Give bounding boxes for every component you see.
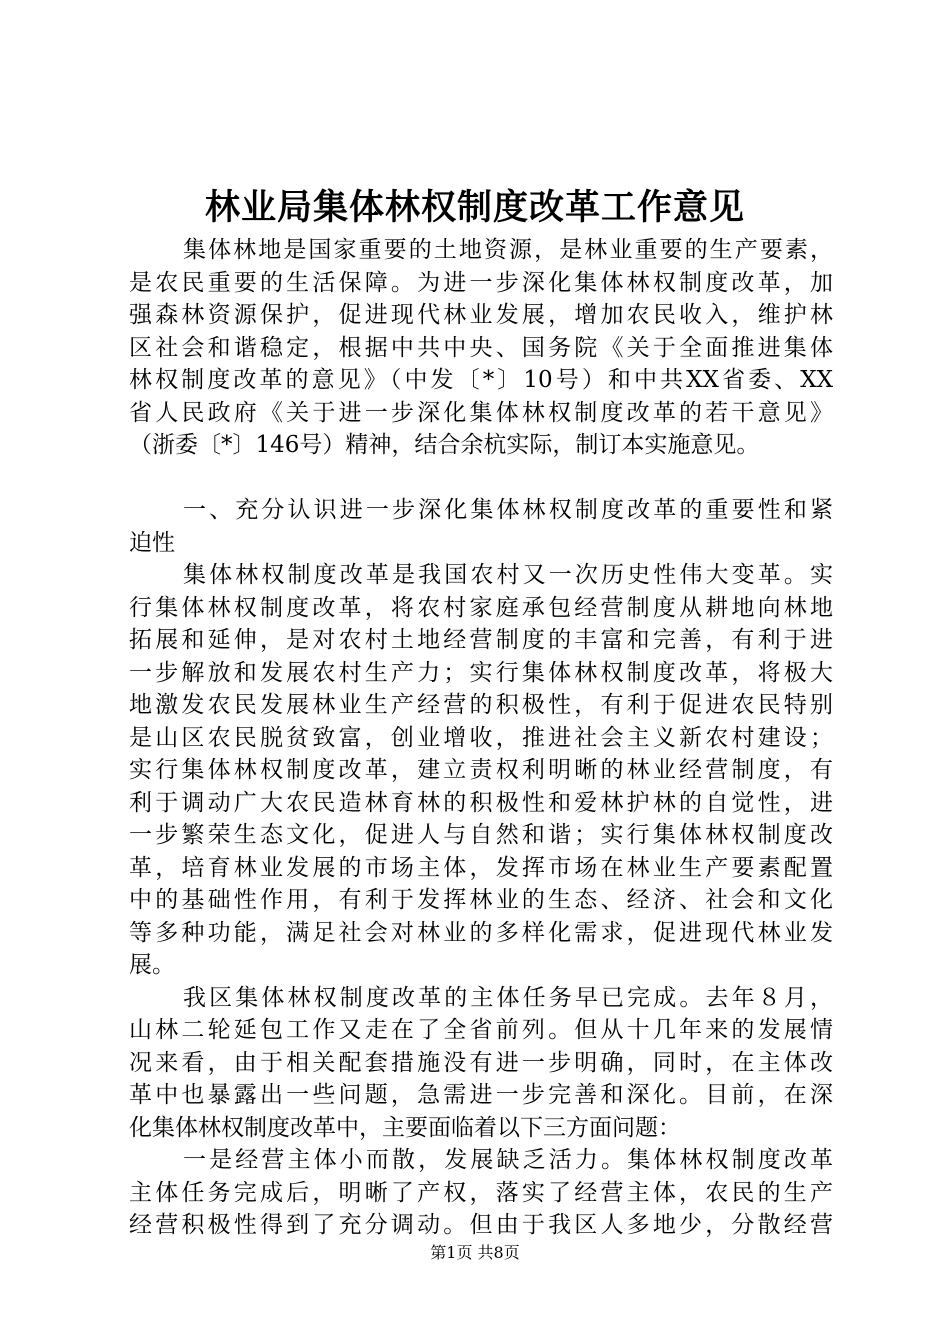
text-line: 我区集体林权制度改革的主体任务早已完成。去年８月， [183,984,833,1011]
text-line: 拓展和延伸，是对农村土地经营制度的丰富和完善，有利于进 [129,627,833,653]
blank-line [129,462,833,495]
text-line: 集体林地是国家重要的土地资源，是林业重要的生产要素， [183,237,833,263]
text-line: 迫性 [129,529,175,556]
text-line: 化集体林权制度改革中，主要面临着以下三方面问题： [129,1114,681,1141]
text-line: 经营积极性得到了充分调动。但由于我区人多地少，分散经营 [129,1212,833,1238]
text-line: 利于调动广大农民造林育林的积极性和爱林护林的自觉性，进 [129,789,833,816]
text-line: 区社会和谐稳定，根据中共中央、国务院《关于全面推进集体 [129,334,833,361]
text-line: 一步解放和发展农村生产力；实行集体林权制度改革，将极大 [129,659,833,686]
text-line: 地激发农民发展林业生产经营的积极性，有利于促进农民特别 [129,692,833,718]
text-line: 等多种功能，满足社会对林业的多样化需求，促进现代林业发 [129,919,833,946]
text-line: 强森林资源保护，促进现代林业发展，增加农民收入，维护林 [129,302,833,328]
text-line: 一是经营主体小而散，发展缺乏活力。集体林权制度改革 [183,1147,833,1173]
text-line: 中的基础性作用，有利于发挥林业的生态、经济、社会和文化 [129,887,833,913]
text-line: 主体任务完成后，明晰了产权，落实了经营主体，农民的生产 [129,1179,833,1206]
text-line: （浙委〔*〕146号）精神，结合余杭实际，制订本实施意见。 [129,432,760,458]
text-line: 是山区农民脱贫致富，创业增收，推进社会主义新农村建设； [129,724,833,751]
text-line: 行集体林权制度改革，将农村家庭承包经营制度从耕地向林地 [129,594,833,621]
text-line: 一、充分认识进一步深化集体林权制度改革的重要性和紧 [183,497,833,523]
text-line: 山林二轮延包工作又走在了全省前列。但从十几年来的发展情 [129,1017,833,1043]
text-line: 革中也暴露出一些问题，急需进一步完善和深化。目前，在深 [129,1082,833,1108]
text-line: 是农民重要的生活保障。为进一步深化集体林权制度改革，加 [129,269,833,296]
text-line: 省人民政府《关于进一步深化集体林权制度改革的若干意见》 [129,399,833,426]
text-line: 实行集体林权制度改革，建立责权利明晰的林业经营制度，有 [129,757,833,783]
text-line: 林权制度改革的意见》（中发〔*〕10号）和中共XX省委、XX [129,367,833,393]
text-line: 革，培育林业发展的市场主体，发挥市场在林业生产要素配置 [129,854,833,881]
text-line: 集体林权制度改革是我国农村又一次历史性伟大变革。实 [183,562,833,588]
text-line: 一步繁荣生态文化，促进人与自然和谐；实行集体林权制度改 [129,822,833,848]
document-title: 林业局集体林权制度改革工作意见 [204,188,745,228]
text-line: 况来看，由于相关配套措施没有进一步明确，同时，在主体改 [129,1049,833,1076]
document-body [129,234,833,1242]
text-line: 展。 [129,952,175,978]
page-footer: 第1页 共8页 [430,1243,520,1262]
